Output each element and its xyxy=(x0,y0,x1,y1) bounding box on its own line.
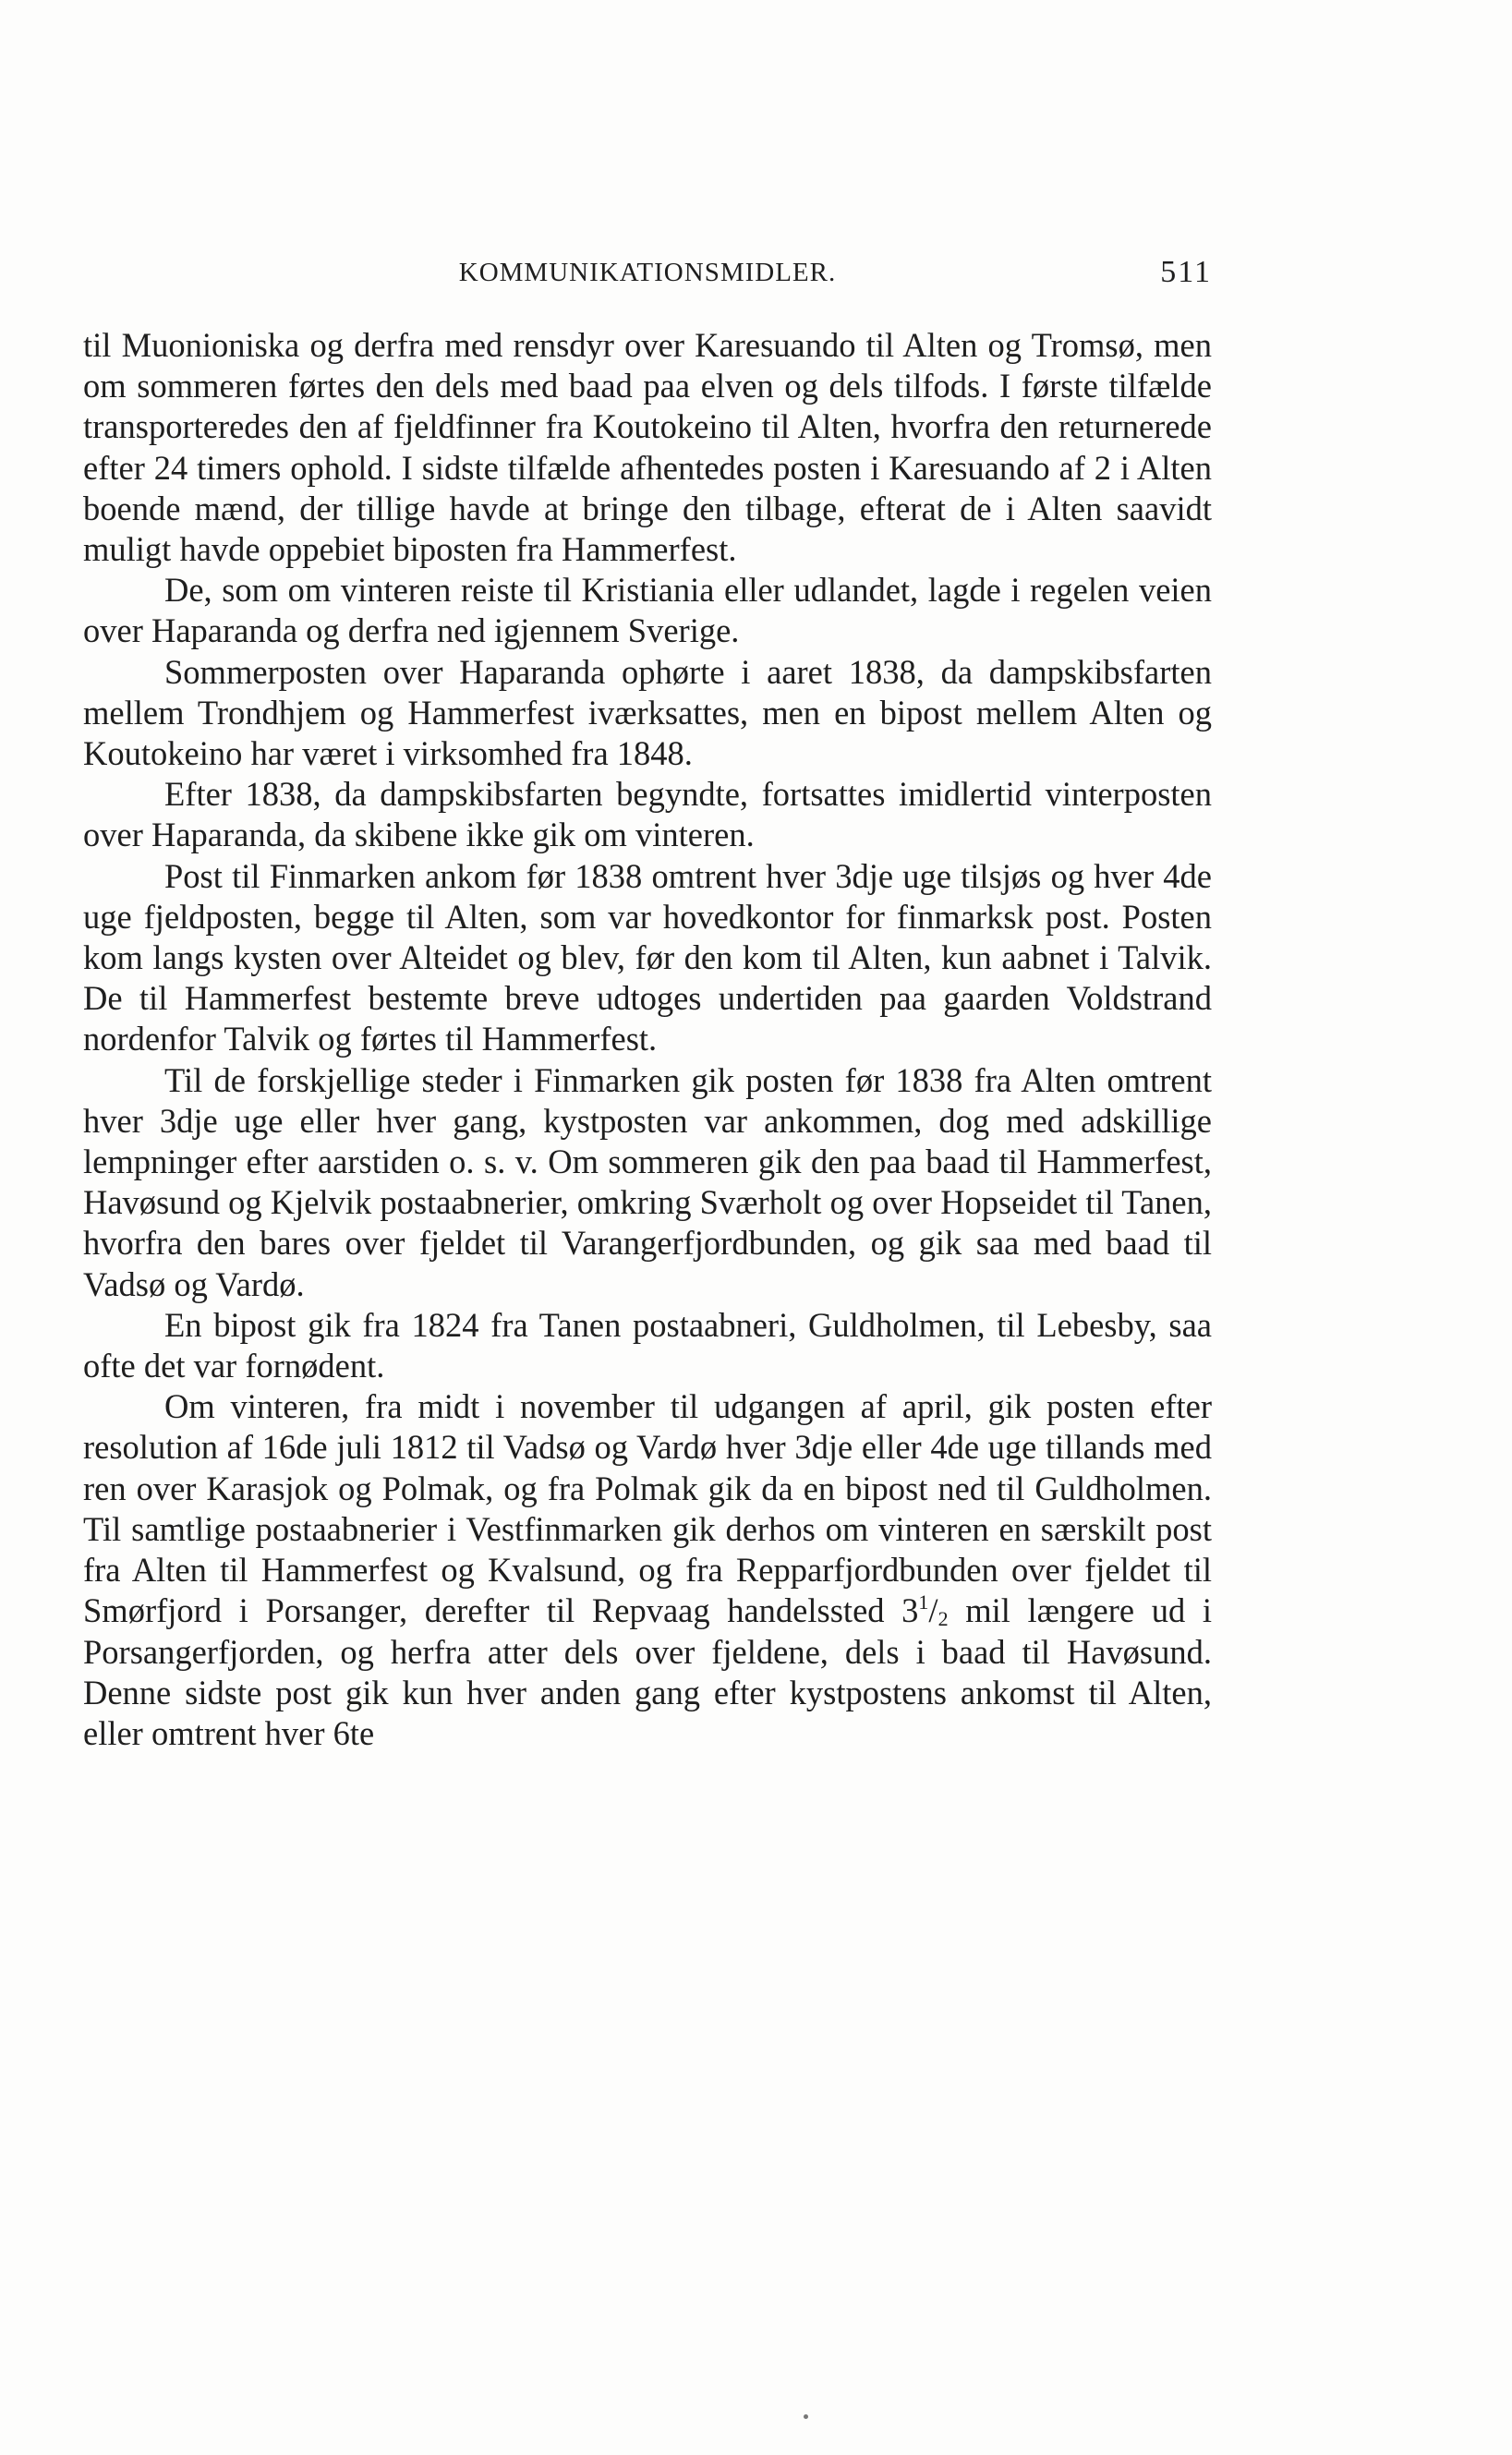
fraction-numerator: 1 xyxy=(918,1590,929,1614)
paragraph: En bipost gik fra 1824 fra Tanen postaabneri, Guldholmen, til Lebesby, saa ofte det var fornødent. xyxy=(83,1305,1212,1385)
paragraph: til Muonioniska og derfra med rensdyr over Karesuando til Alten og Tromsø, men om sommeren førtes den dels med baad paa elven og dels tilfods. I første tilfælde transporteredes den af fjeldfinner fra Koutokeino til Alten, hvorfra den returnerede efter 24 timers ophold. I sidste tilfælde afhentedes posten i Karesuando af 2 i Alten boende mænd, der tillige havde at bringe den tilbage, efterat de i Alten saavidt muligt havde oppebiet biposten fra Hammerfest. xyxy=(83,326,1212,569)
paragraph: Efter 1838, da dampskibsfarten begyndte, fortsattes imidlertid vinterposten over Haparanda, da skibene ikke gik om vinteren. xyxy=(83,775,1212,854)
paragraph-last xyxy=(83,1386,1212,1754)
fraction-denominator: 2 xyxy=(937,1607,949,1631)
paragraph: Post til Finmarken ankom før 1838 omtrent hver 3dje uge tilsjøs og hver 4de uge fjeldposten, begge til Alten, som var hovedkontor for finmarksk post. Posten kom langs kysten over Alteidet og blev, før den kom til Alten, kun aabnet i Talvik. De til Hammerfest bestemte breve udtoges undertiden paa gaarden Voldstrand nordenfor Talvik og førtes til Hammerfest. xyxy=(83,856,1212,1058)
fraction-whole: 3 xyxy=(901,1591,919,1630)
page-number: 511 xyxy=(1160,255,1212,289)
paragraph-text: mil længere ud i Porsangerfjorden, og herfra atter dels over fjeldene, dels i baad til Havøsund. Denne sidste post gik kun hver anden gang efter kystpostens ankomst til Alten, eller omtrent hver 6te xyxy=(83,1591,1212,1752)
paper-speck xyxy=(804,2414,808,2419)
paragraph: De, som om vinteren reiste til Kristiania eller udlandet, lagde i regelen veien over Haparanda og derfra ned igjennem Sverige. xyxy=(83,571,1212,650)
body-text xyxy=(83,325,1212,1754)
fraction xyxy=(901,1591,948,1629)
fraction-slash: / xyxy=(928,1591,938,1630)
paragraph: Sommerposten over Haparanda ophørte i aaret 1838, da dampskibsfarten mellem Trondhjem og Hammerfest iværksattes, men en bipost mellem Alten og Koutokeino har været i virksomhed fra 1848. xyxy=(83,652,1212,773)
paragraph-text: Om vinteren, fra midt i november til udgangen af april, gik posten efter resolution af 16de juli 1812 til Vadsø og Vardø hver 3dje eller 4de uge tillands med ren over Karasjok og Polmak, og fra Polmak gik da en bipost ned til Guldholmen. Til samtlige postaabnerier i Vestfinmarken gik derhos om vinteren en særskilt post fra Alten til Hammerfest og Kvalsund, og fra Repparfjordbunden over fjeldet til Smørfjord i Porsanger, derefter til Repvaag handelssted xyxy=(83,1387,1212,1630)
running-header xyxy=(83,249,1212,296)
paragraph: Til de forskjellige steder i Finmarken gik posten før 1838 fra Alten omtrent hver 3dje uge eller hver gang, kystposten var ankommen, dog med adskillige lempninger efter aarstiden o. s. v. Om sommeren gik den paa baad til Hammerfest, Havøsund og Kjelvik postaabnerier, omkring Sværholt og over Hopseidet til Tanen, hvorfra den bares over fjeldet til Varangerfjordbunden, og gik saa med baad til Vadsø og Vardø. xyxy=(83,1060,1212,1303)
running-title: KOMMUNIKATIONSMIDLER. xyxy=(458,258,837,287)
